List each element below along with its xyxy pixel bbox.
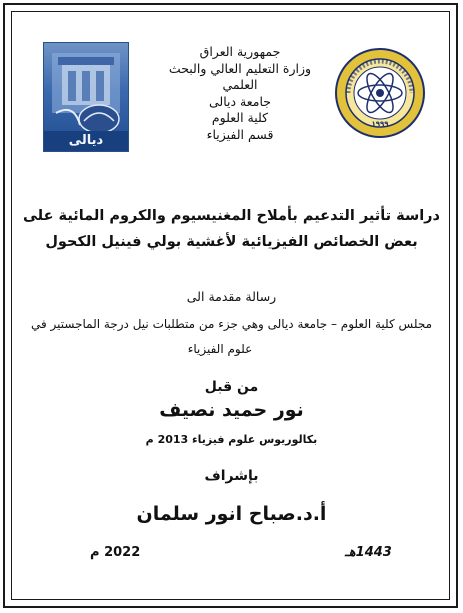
hijri-date: 1443هـ (345, 545, 392, 560)
submission-line2: مجلس كلية العلوم – جامعة ديالى وهي جزء من متطلبات نيل درجة الماجستير في (30, 317, 433, 331)
thesis-title-line1: دراسة تأثير التدعيم بأملاح المغنيسيوم والكروم المائية على (23, 208, 440, 224)
submission-line3: علوم الفيزياء (187, 342, 253, 356)
header-country: جمهورية العراق (199, 44, 281, 59)
supervisor-label: بإشراف (204, 468, 259, 484)
by-label: من قبل (204, 379, 259, 395)
header-university: جامعة ديالى (208, 93, 272, 109)
header-college: كلية العلوم (211, 110, 269, 125)
submission-line1: رسالة مقدمة الى (186, 289, 277, 304)
left-logo-text: ديالى (68, 133, 104, 148)
header-block (165, 44, 315, 143)
header-department: قسم الفيزياء (206, 126, 274, 142)
college-of-science-seal (334, 47, 426, 139)
author-degree: بكالوريوس علوم فيزياء 2013 م (145, 433, 318, 446)
header-ministry: وزارة التعليم العالي والبحث العلمي (168, 60, 312, 92)
thesis-title-line2: بعض الخصائص الفيزيائية لأغشية بولي فينيل الكحول (45, 234, 418, 250)
supervisor-name: أ.د.صباح انور سلمان (136, 503, 327, 525)
author-name: نور حميد نصيف (159, 399, 304, 421)
gregorian-date: 2022 م (90, 545, 141, 560)
seal-year: ١٩٩٩ (371, 120, 389, 128)
diyala-university-logo (43, 42, 129, 152)
